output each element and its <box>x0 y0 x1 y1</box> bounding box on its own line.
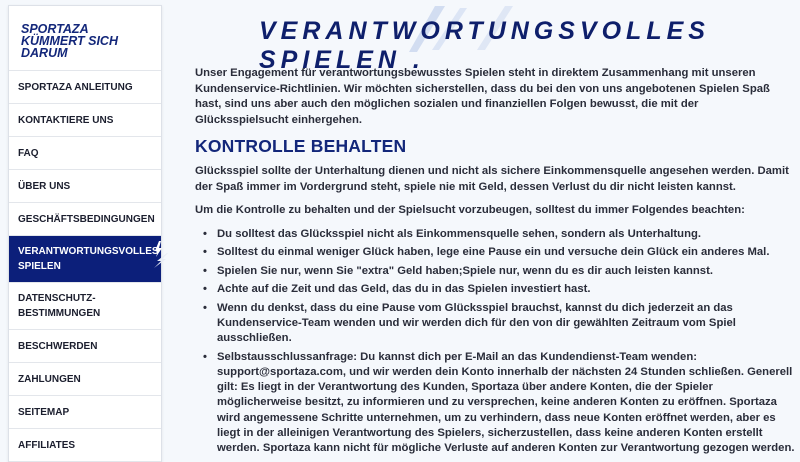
sidebar-item-verantwortungsvolles-spielen[interactable] <box>9 236 161 283</box>
main-content <box>195 0 795 460</box>
list-item: • Selbstausschlussanfrage: Du kannst dich per E-Mail an das Kundendienst-Team wenden: support@sportaza.com, und wir werden dein Konto innerhalb der nächsten 24 Stunden schließen. Generell gilt: Es liegt in der Verantwortung des Kunden, Sportaza über andere Konten, die der Spieler möglicherweise besitzt, zu informieren und zu versprechen, keine anderen Konten zu eröffnen. Sportaza wird angemessene Schritte unternehmen, um zu verhindern, dass neue Konten eröffnet werden, aber es liegt in der alleinigen Verantwortung des Spielers, sicherzustellen, dass keine anderen Konten erstellt werden. Sportaza kann nicht für mögliche Verluste auf anderen Konten zur Verantwortung gezogen werden. <box>203 350 795 456</box>
paragraph-1: Glücksspiel sollte der Unterhaltung dienen und nicht als sichere Einkommensquelle angesehen werden. Damit der Spaß immer im Vordergrund steht, spiele nie mit Geld, dessen Verlust du dir nicht leisten kannst. <box>195 165 789 193</box>
list-item: • Achte auf die Zeit und das Geld, das du in das Spielen investiert hast. <box>203 282 795 297</box>
sidebar-title: SPORTAZA KÜMMERT SICH DARUM <box>9 6 161 71</box>
intro-paragraph: Unser Engagement für verantwortungsbewusstes Spielen steht in direktem Zusammenhang mit unseren Kundenservice-Richtlinien. Wir möchten sicherstellen, dass du bei den von uns angebotenen Spielen Spaß hast, sind uns aber auch den möglichen sozialen und finanziellen Folgen bewusst, die mit der Glücksspielsucht einhergehen. <box>195 67 770 126</box>
rules-list <box>195 227 795 457</box>
sidebar-item-datenschutz[interactable]: DATENSCHUTZ-BESTIMMUNGEN <box>9 283 161 330</box>
sidebar-item-anleitung[interactable]: SPORTAZA ANLEITUNG <box>9 71 161 104</box>
sidebar-item-zahlungen[interactable]: ZAHLUNGEN <box>9 363 161 396</box>
sidebar-nav <box>8 5 162 462</box>
sidebar-item-agb[interactable]: GESCHÄFTSBEDINGUNGEN <box>9 203 161 236</box>
sidebar-item-ueber-uns[interactable]: ÜBER UNS <box>9 170 161 203</box>
sidebar-item-beschwerden[interactable]: BESCHWERDEN <box>9 330 161 363</box>
sidebar-item-faq[interactable]: FAQ <box>9 137 161 170</box>
list-item: • Du solltest das Glücksspiel nicht als Einkommensquelle sehen, sondern als Unterhaltung. <box>203 227 795 242</box>
sidebar-item-kontakt[interactable]: KONTAKTIERE UNS <box>9 104 161 137</box>
sidebar-item-label: VERANTWORTUNGSVOLLES SPIELEN <box>18 246 159 272</box>
lightning-bolt-icon <box>149 240 169 270</box>
section-title: KONTROLLE BEHALTEN <box>195 136 407 156</box>
sidebar-item-affiliates[interactable]: AFFILIATES <box>9 429 161 462</box>
list-item: • Spielen Sie nur, wenn Sie "extra" Geld haben;Spiele nur, wenn du es dir auch leisten kannst. <box>203 264 795 279</box>
page-title: VERANTWORTUNGSVOLLES SPIELEN . <box>259 17 710 74</box>
list-item: • Solltest du einmal weniger Glück haben, lege eine Pause ein und versuche dein Glück ein anderes Mal. <box>203 245 795 260</box>
list-item: • Wenn du denkst, dass du eine Pause vom Glücksspiel brauchst, kannst du dich jederzeit an das Kundenservice-Team wenden und wir werden dich für den von dir gewählten Zeitraum vom Spiel ausschließen. <box>203 301 795 347</box>
paragraph-2: Um die Kontrolle zu behalten und der Spielsucht vorzubeugen, solltest du immer Folgendes beachten: <box>195 204 745 216</box>
sidebar-item-seitemap[interactable]: SEITEMAP <box>9 396 161 429</box>
headline-block <box>195 0 795 74</box>
